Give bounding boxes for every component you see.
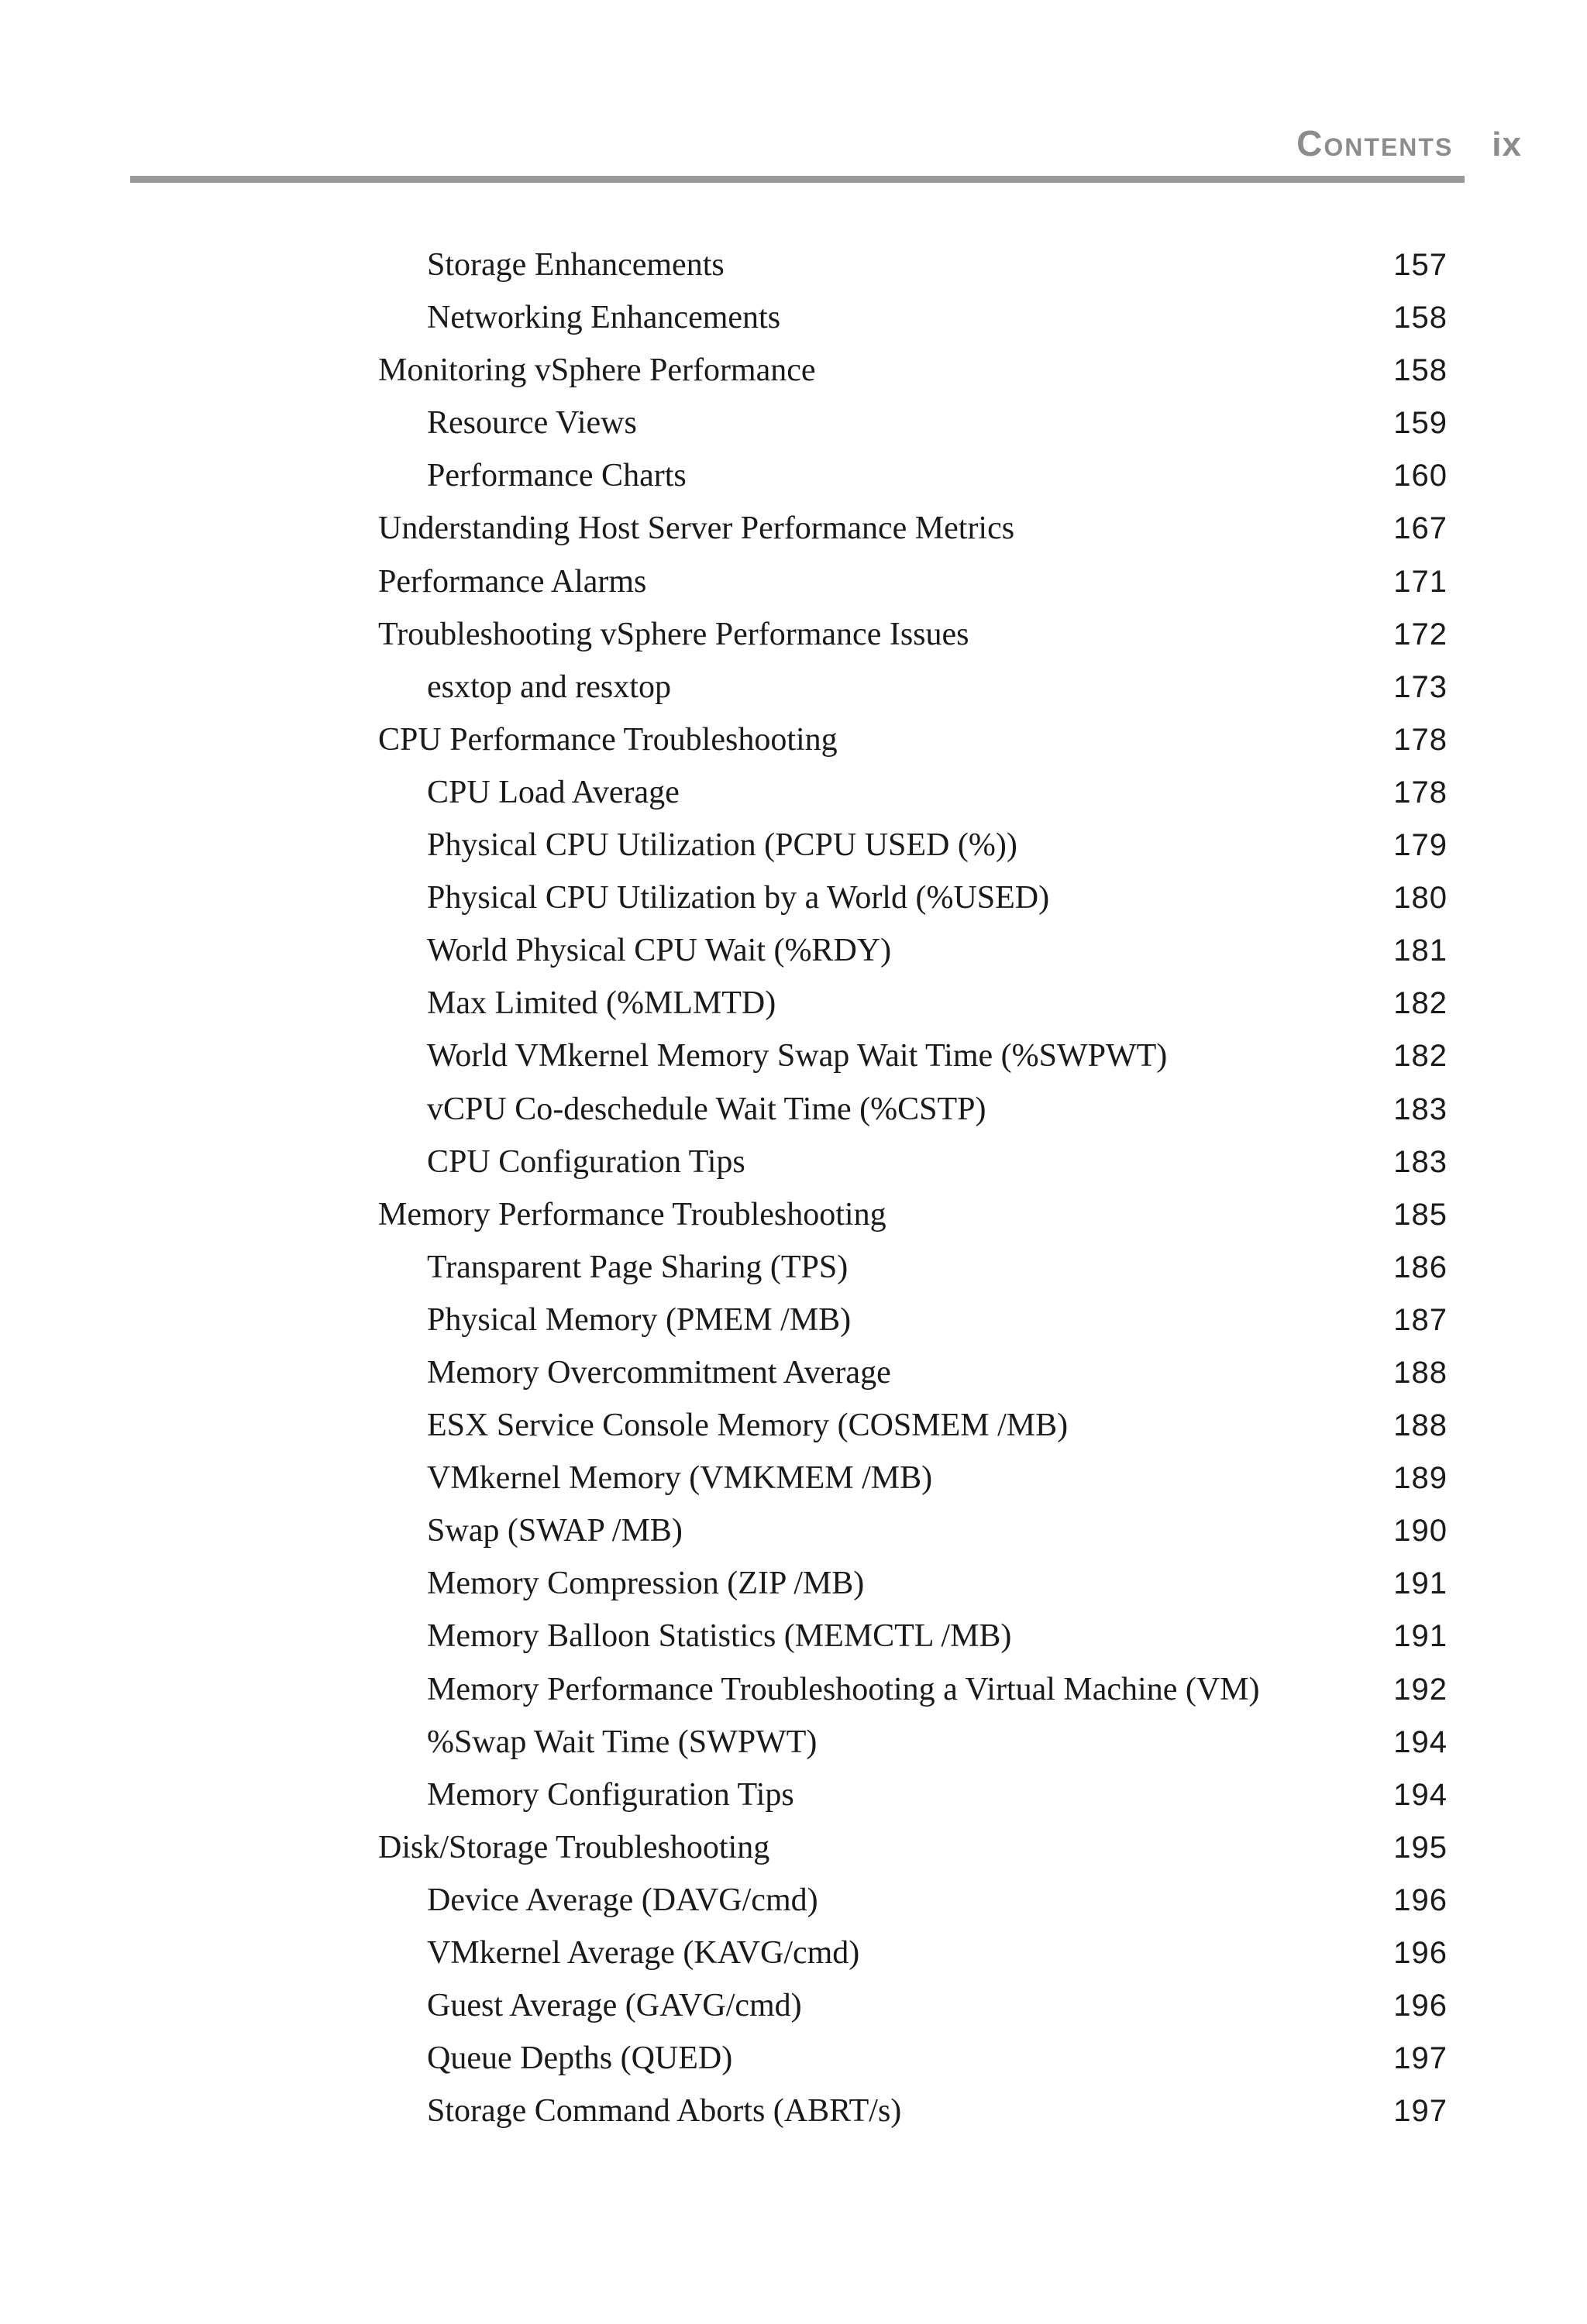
toc-entry-title: VMkernel Memory (VMKMEM /MB) [427,1460,933,1497]
toc-entry-page: 189 [1393,1461,1448,1496]
toc-subsection-entry [378,1987,1448,2040]
toc-entry-page: 160 [1393,459,1448,493]
running-head-title: Contents [1296,123,1454,163]
toc-entry-title: Storage Enhancements [427,247,725,283]
toc-subsection-entry [378,1459,1448,1512]
toc-entry-page: 190 [1393,1514,1448,1549]
toc-entry-page: 197 [1393,2041,1448,2076]
toc-entry-page: 178 [1393,722,1448,757]
toc-entry-page: 191 [1393,1619,1448,1654]
toc-entry-title: Monitoring vSphere Performance [378,352,816,389]
toc-entry-page: 196 [1393,1882,1448,1917]
toc-entry-title: Device Average (DAVG/cmd) [427,1882,818,1918]
toc-subsection-entry [378,1354,1448,1407]
toc-entry-page: 178 [1393,775,1448,810]
toc-section-entry [378,1829,1448,1882]
toc-entry-title: Physical Memory (PMEM /MB) [427,1301,852,1338]
toc-subsection-entry [378,669,1448,721]
toc-subsection-entry [378,1143,1448,1196]
toc-section-entry [378,563,1448,616]
toc-entry-page: 158 [1393,301,1448,335]
toc-entry-title: Physical CPU Utilization (PCPU USED (%)) [427,827,1017,864]
toc-subsection-entry [378,457,1448,510]
toc-subsection-entry [378,932,1448,985]
toc-subsection-entry [378,1671,1448,1724]
toc-subsection-entry [378,1512,1448,1565]
running-head [1296,122,1522,164]
toc-entry-page: 172 [1393,617,1448,651]
toc-entry-title: VMkernel Average (KAVG/cmd) [427,1935,860,1971]
toc-subsection-entry [378,827,1448,879]
toc-entry-title: World Physical CPU Wait (%RDY) [427,933,892,969]
toc-entry-title: Performance Charts [427,458,687,494]
toc-entry-page: 182 [1393,1039,1448,1074]
toc-subsection-entry [378,1724,1448,1776]
toc-entry-title: Resource Views [427,405,637,442]
toc-subsection-entry [378,1565,1448,1618]
toc-entry-title: Transparent Page Sharing (TPS) [427,1249,849,1285]
toc-subsection-entry [378,879,1448,932]
toc-subsection-entry [378,1776,1448,1829]
toc-entry-page: 180 [1393,881,1448,916]
toc-entry-title: CPU Configuration Tips [427,1143,745,1180]
toc-entry-page: 196 [1393,1989,1448,2023]
toc-entry-title: Swap (SWAP /MB) [427,1513,683,1549]
toc-entry-title: Queue Depths (QUED) [427,2040,733,2077]
toc-subsection-entry [378,1407,1448,1459]
toc-entry-title: Max Limited (%MLMTD) [427,985,776,1022]
toc-entry-page: 194 [1393,1724,1448,1759]
toc-subsection-entry [378,1882,1448,1934]
toc-subsection-entry [378,985,1448,1037]
toc-entry-page: 185 [1393,1197,1448,1232]
toc-section-entry [378,721,1448,774]
toc-subsection-entry [378,246,1448,299]
toc-entry-page: 192 [1393,1672,1448,1707]
toc-entry-page: 167 [1393,511,1448,546]
toc-section-entry [378,616,1448,669]
toc-entry-page: 187 [1393,1302,1448,1337]
header-rule [130,176,1465,183]
toc-entry-page: 188 [1393,1408,1448,1443]
toc-section-entry [378,1196,1448,1249]
toc-entry-title: Memory Balloon Statistics (MEMCTL /MB) [427,1618,1012,1655]
toc-entry-title: World VMkernel Memory Swap Wait Time (%SWPWT) [427,1038,1168,1074]
toc-subsection-entry [378,1934,1448,1987]
toc-entry-title: esxtop and resxtop [427,669,671,705]
toc-entry-page: 195 [1393,1830,1448,1865]
toc-entry-page: 194 [1393,1777,1448,1812]
toc-subsection-entry [378,2092,1448,2145]
toc-entry-title: Disk/Storage Troubleshooting [378,1829,770,1865]
toc-subsection-entry [378,1301,1448,1354]
toc-entry-page: 191 [1393,1566,1448,1601]
toc-subsection-entry [378,1618,1448,1670]
toc-entry-page: 182 [1393,986,1448,1021]
toc-subsection-entry [378,774,1448,827]
toc-entry-page: 188 [1393,1355,1448,1390]
toc-subsection-entry [378,1249,1448,1301]
toc-entry-title: Memory Performance Troubleshooting [378,1196,886,1232]
toc-entry-page: 181 [1393,933,1448,968]
toc-subsection-entry [378,2040,1448,2092]
toc-entry-page: 173 [1393,669,1448,704]
toc-entry-title: CPU Performance Troubleshooting [378,721,838,758]
toc-entry-page: 186 [1393,1250,1448,1284]
toc-subsection-entry [378,404,1448,457]
toc-entry-title: vCPU Co-deschedule Wait Time (%CSTP) [427,1091,986,1127]
toc-entry-title: Memory Performance Troubleshooting a Virtual Machine (VM) [427,1671,1260,1707]
toc-entry-title: Networking Enhancements [427,300,781,336]
toc-entry-title: Troubleshooting vSphere Performance Issues [378,616,969,652]
toc-entry-page: 196 [1393,1936,1448,1970]
toc-entry-page: 179 [1393,828,1448,863]
toc-entry-title: Guest Average (GAVG/cmd) [427,1988,802,2024]
toc-entry-title: Memory Configuration Tips [427,1776,794,1813]
toc-subsection-entry [378,1091,1448,1143]
toc-entry-page: 159 [1393,406,1448,441]
toc-entry-title: Storage Command Aborts (ABRT/s) [427,2093,902,2130]
toc-entry-page: 183 [1393,1092,1448,1126]
toc-subsection-entry [378,1037,1448,1090]
toc-entry-page: 171 [1393,564,1448,599]
toc-entry-page: 183 [1393,1144,1448,1179]
toc-entry-title: CPU Load Average [427,774,680,810]
toc-entry-title: Memory Overcommitment Average [427,1354,891,1391]
toc-entry-title: %Swap Wait Time (SWPWT) [427,1724,818,1760]
toc-entry-title: Performance Alarms [378,563,647,600]
toc-section-entry [378,510,1448,562]
page-number: ix [1492,125,1522,163]
toc-entry-title: Understanding Host Server Performance Metrics [378,511,1015,547]
toc-entry-page: 157 [1393,248,1448,282]
toc-section-entry [378,352,1448,404]
table-of-contents [378,246,1448,2145]
toc-subsection-entry [378,299,1448,352]
toc-entry-page: 197 [1393,2094,1448,2129]
toc-entry-title: Memory Compression (ZIP /MB) [427,1566,865,1602]
toc-entry-title: ESX Service Console Memory (COSMEM /MB) [427,1408,1069,1444]
toc-entry-page: 158 [1393,353,1448,388]
toc-entry-title: Physical CPU Utilization by a World (%USED) [427,880,1050,916]
